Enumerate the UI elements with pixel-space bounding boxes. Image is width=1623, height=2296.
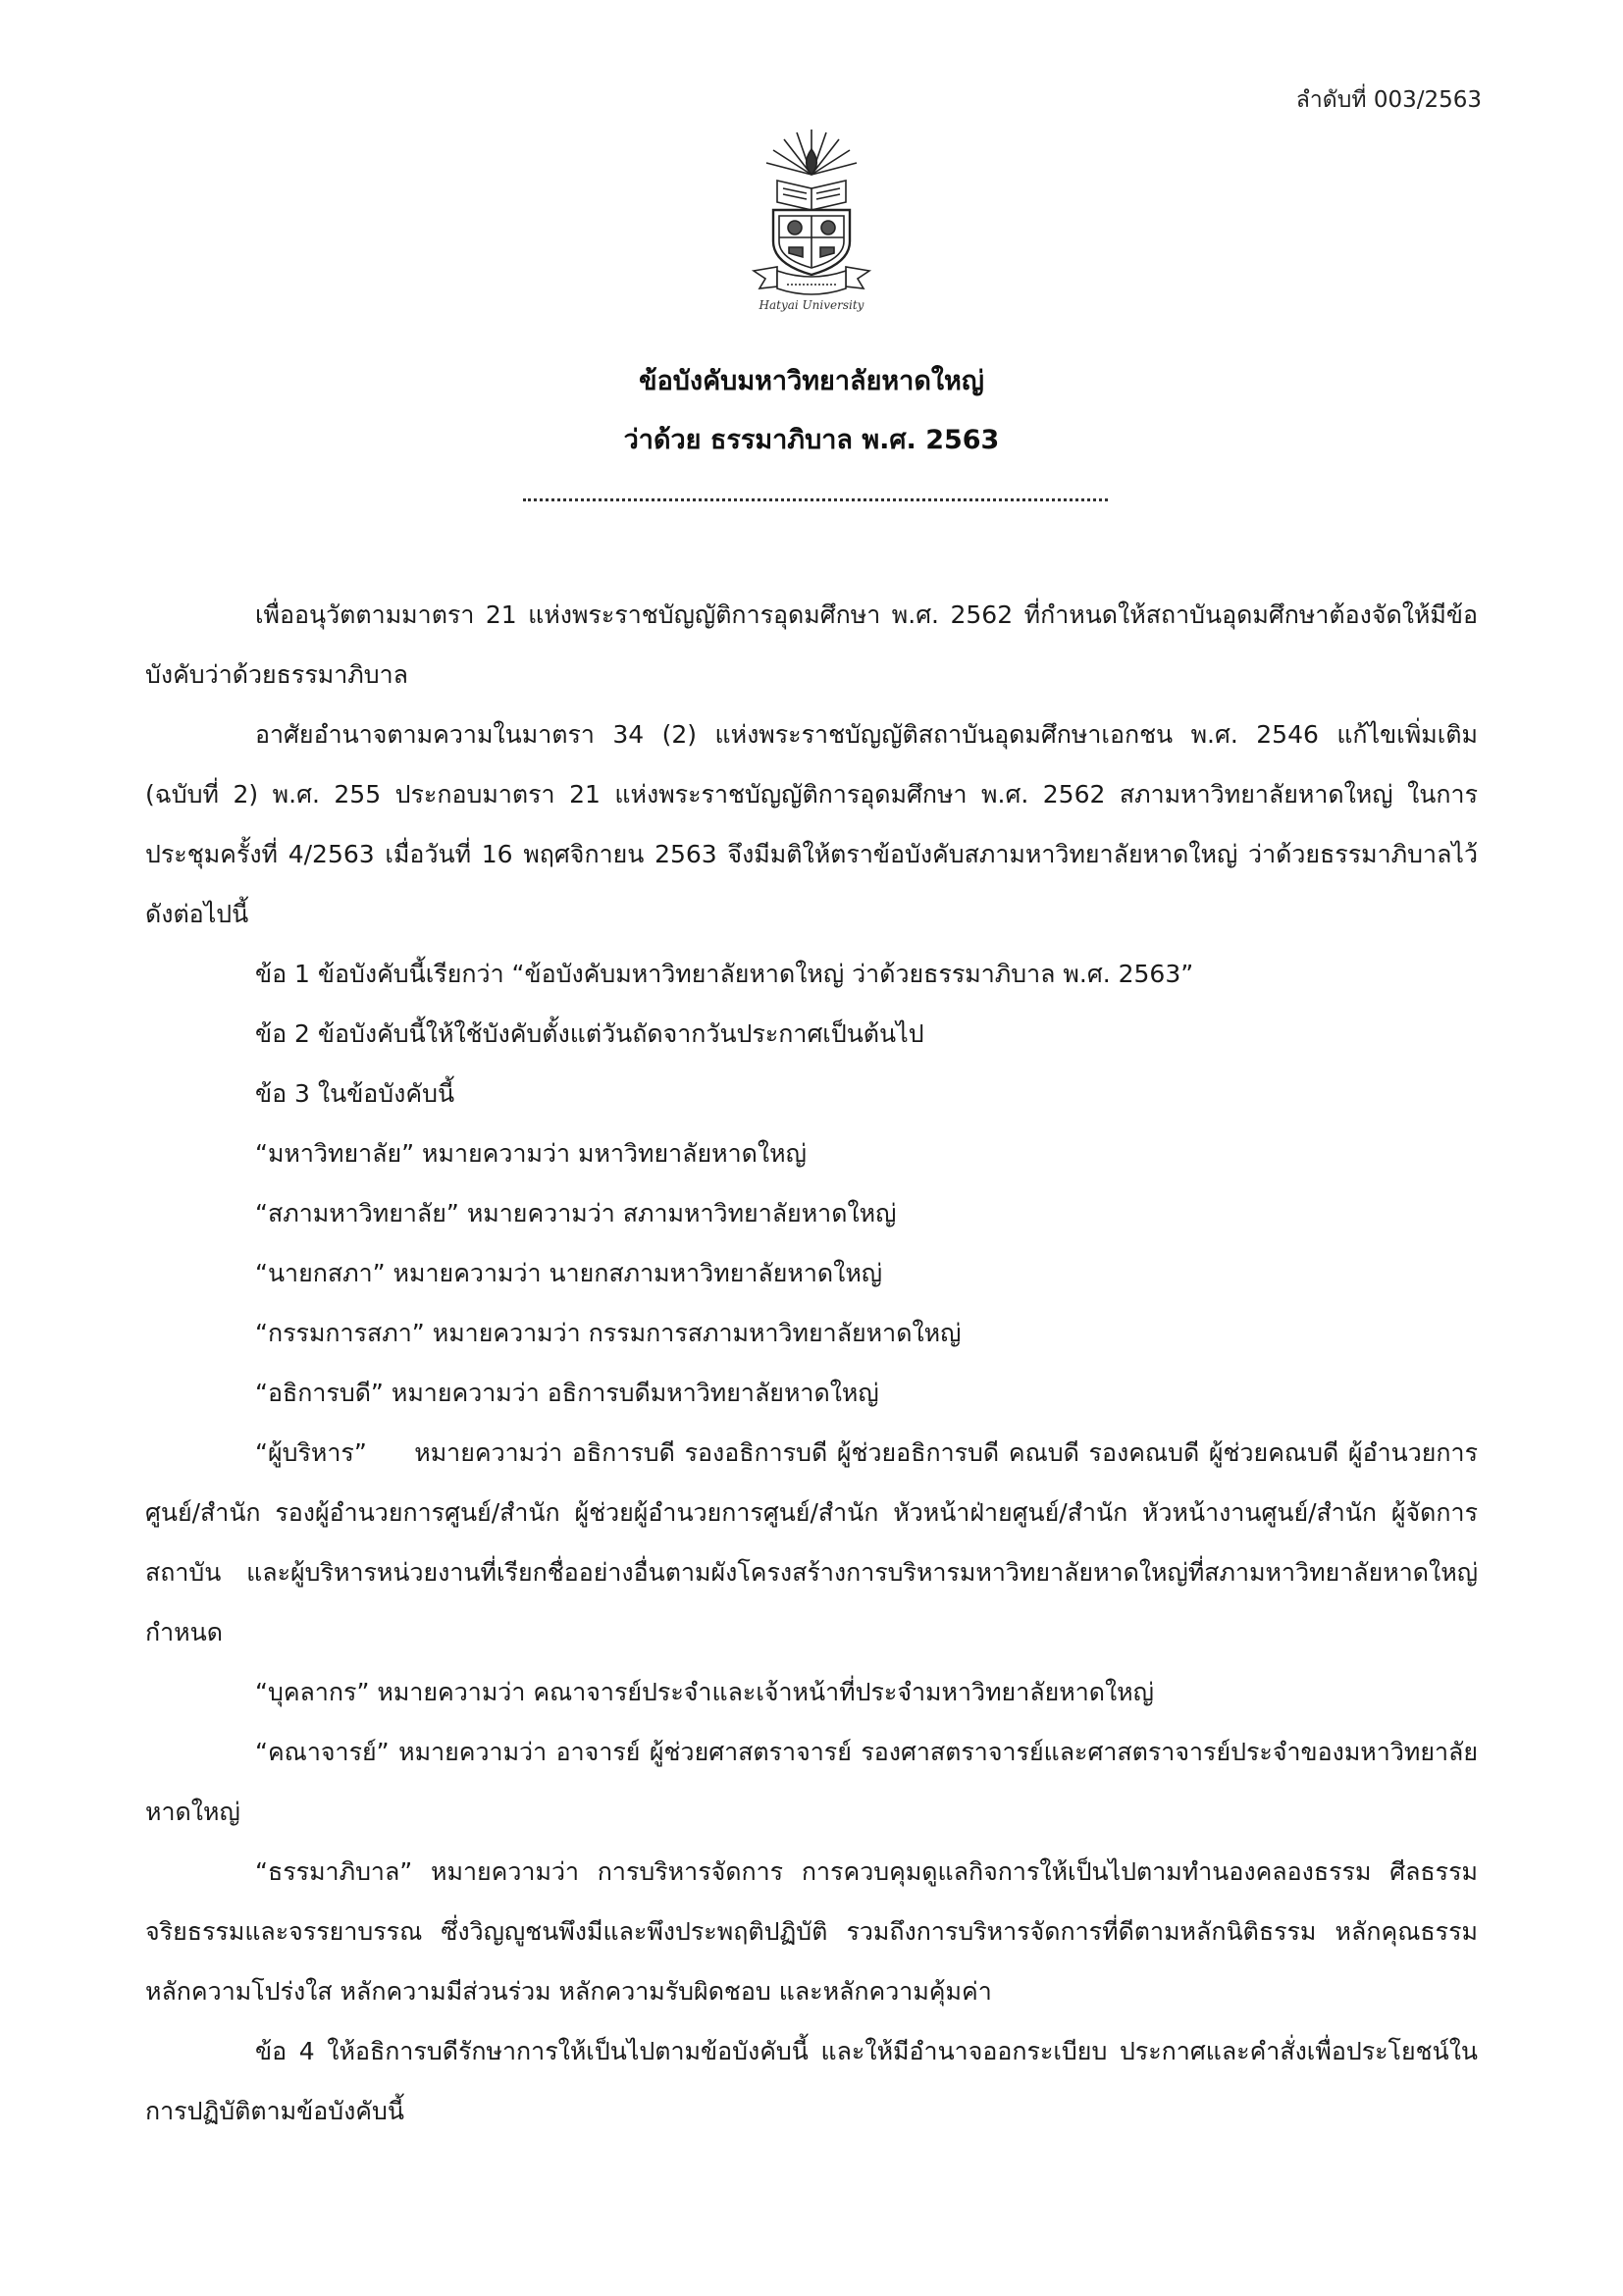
definition-meaning: หมายความว่า มหาวิทยาลัยหาดใหญ่ xyxy=(422,1139,807,1168)
clause-1: ข้อ 1 ข้อบังคับนี้เรียกว่า “ข้อบังคับมหาวิทยาลัยหาดใหญ่ ว่าด้วยธรรมาภิบาล พ.ศ. 2563” xyxy=(255,960,1194,988)
definition-meaning: หมายความว่า อาจารย์ ผู้ช่วยศาสตราจารย์ รองศาสตราจารย์และศาสตราจารย์ประจำของมหาวิทยาลัยหาดใหญ่ xyxy=(145,1738,1478,1826)
title-divider xyxy=(523,498,1108,501)
definition-term: “สภามหาวิทยาลัย” xyxy=(255,1199,459,1227)
definition-term: “บุคลากร” xyxy=(255,1678,370,1706)
definition-governance xyxy=(145,1842,1478,2021)
university-seal-icon xyxy=(738,124,885,298)
university-seal xyxy=(738,124,885,316)
clause-3: ข้อ 3 ในข้อบังคับนี้ xyxy=(255,1079,455,1108)
document-title: ข้อบังคับมหาวิทยาลัยหาดใหญ่ xyxy=(639,366,984,396)
definition-meaning: หมายความว่า คณาจารย์ประจำและเจ้าหน้าที่ประจำมหาวิทยาลัยหาดใหญ่ xyxy=(377,1678,1154,1706)
definition-term: “อธิการบดี” xyxy=(255,1379,384,1407)
definition-meaning: หมายความว่า กรรมการสภามหาวิทยาลัยหาดใหญ่ xyxy=(432,1319,962,1347)
definition-meaning: หมายความว่า นายกสภามหาวิทยาลัยหาดใหญ่ xyxy=(393,1259,883,1287)
definition-president xyxy=(145,1363,1478,1423)
definition-personnel xyxy=(145,1662,1478,1722)
preamble-paragraph-2: อาศัยอำนาจตามความในมาตรา 34 (2) แห่งพระราชบัญญัติสถาบันอุดมศึกษาเอกชน พ.ศ. 2546 แก้ไขเพิ่มเติม (ฉบับที่ 2) พ.ศ. 255 ประกอบมาตรา 21 แห่งพระราชบัญญัติการอุดมศึกษา พ.ศ. 2562 สภามหาวิทยาลัยหาดใหญ่ ในการประชุมครั้งที่ 4/2563 เมื่อวันที่ 16 พฤศจิกายน 2563 จึงมีมติให้ตราข้อบังคับสภามหาวิทยาลัยหาดใหญ่ ว่าด้วยธรรมาภิบาลไว้ ดังต่อไปนี้ xyxy=(145,720,1478,928)
definition-term: “ธรรมาภิบาล” xyxy=(255,1857,413,1886)
definition-meaning: หมายความว่า อธิการบดี รองอธิการบดี ผู้ช่วยอธิการบดี คณบดี รองคณบดี ผู้ช่วยคณบดี ผู้อำนวยการศูนย์/สำนัก รองผู้อำนวยการศูนย์/สำนัก ผู้ช่วยผู้อำนวยการศูนย์/สำนัก หัวหน้าฝ่ายศูนย์/สำนัก หัวหน้างานศูนย์/สำนัก ผู้จัดการสถาบัน และผู้บริหารหน่วยงานที่เรียกชื่ออย่างอื่นตามผังโครงสร้างการบริหารมหาวิทยาลัยหาดใหญ่ที่สภามหาวิทยาลัยหาดใหญ่กำหนด xyxy=(145,1438,1478,1646)
definition-university-council xyxy=(145,1183,1478,1243)
definition-council-member xyxy=(145,1303,1478,1363)
definition-executive xyxy=(145,1423,1478,1662)
definition-meaning: หมายความว่า สภามหาวิทยาลัยหาดใหญ่ xyxy=(466,1199,897,1227)
definition-council-chair xyxy=(145,1243,1478,1303)
reference-number: ลำดับที่ 003/2563 xyxy=(1295,87,1482,113)
definition-term: “มหาวิทยาลัย” xyxy=(255,1139,415,1168)
definition-term: “กรรมการสภา” xyxy=(255,1319,425,1347)
definition-term: “นายกสภา” xyxy=(255,1259,386,1287)
preamble-paragraph-1: เพื่ออนุวัตตามมาตรา 21 แห่งพระราชบัญญัติการอุดมศึกษา พ.ศ. 2562 ที่กำหนดให้สถาบันอุดมศึกษาต้องจัดให้มีข้อบังคับว่าด้วยธรรมาภิบาล xyxy=(145,600,1478,689)
clause-2: ข้อ 2 ข้อบังคับนี้ให้ใช้บังคับตั้งแต่วันถัดจากวันประกาศเป็นต้นไป xyxy=(255,1019,924,1048)
seal-caption: Hatyai University xyxy=(759,298,864,312)
clause-4: ข้อ 4 ให้อธิการบดีรักษาการให้เป็นไปตามข้อบังคับนี้ และให้มีอำนาจออกระเบียบ ประกาศและคำสั่งเพื่อประโยชน์ในการปฏิบัติตามข้อบังคับนี้ xyxy=(145,2037,1478,2125)
definition-term: “คณาจารย์” xyxy=(255,1738,390,1766)
document-body xyxy=(145,585,1478,2141)
definition-faculty xyxy=(145,1722,1478,1842)
definition-university xyxy=(145,1123,1478,1183)
definition-meaning: หมายความว่า อธิการบดีมหาวิทยาลัยหาดใหญ่ xyxy=(391,1379,879,1407)
document-subtitle: ว่าด้วย ธรรมาภิบาล พ.ศ. 2563 xyxy=(623,425,1000,455)
definition-term: “ผู้บริหาร” xyxy=(255,1438,367,1467)
definition-meaning: หมายความว่า การบริหารจัดการ การควบคุมดูแลกิจการให้เป็นไปตามทำนองคลองธรรม ศีลธรรม จริยธรรมและจรรยาบรรณ ซึ่งวิญญูชนพึงมีและพึงประพฤติปฏิบัติ รวมถึงการบริหารจัดการที่ดีตามหลักนิติธรรม หลักคุณธรรม หลักความโปร่งใส หลักความมีส่วนร่วม หลักความรับผิดชอบ และหลักความคุ้มค่า xyxy=(145,1857,1478,2006)
